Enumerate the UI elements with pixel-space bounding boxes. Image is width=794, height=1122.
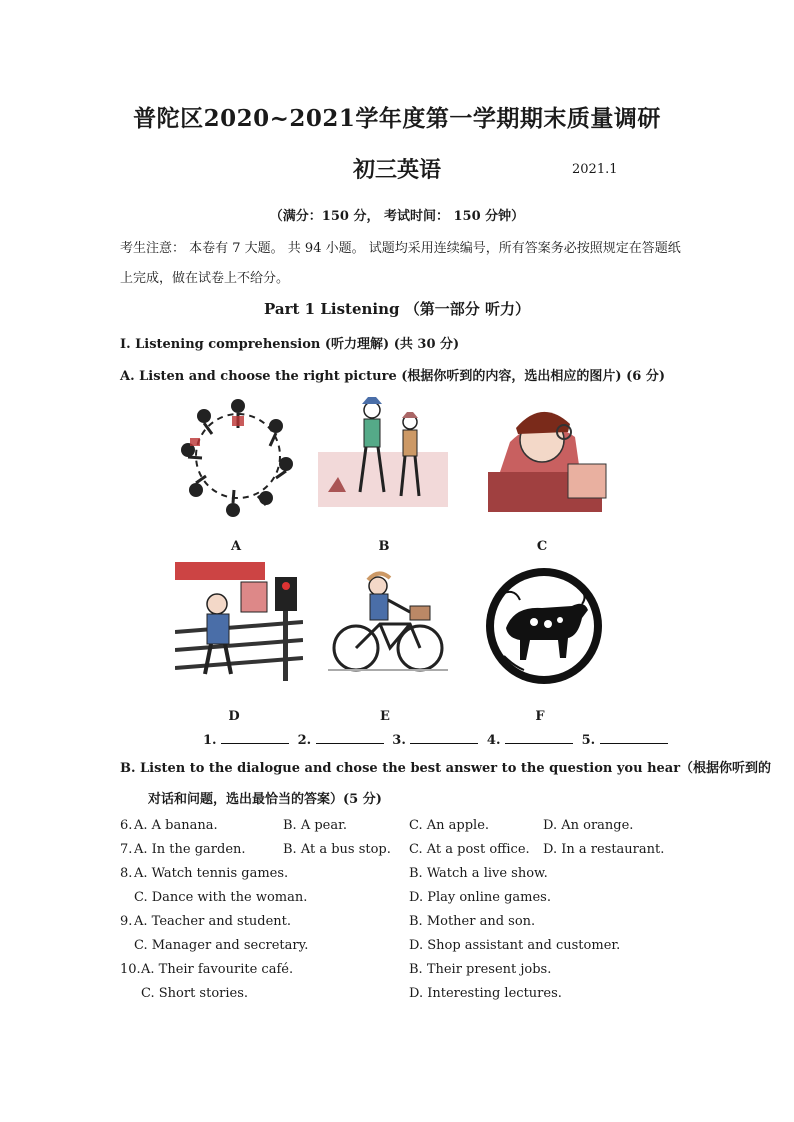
question-9-option-a: A. Teacher and student.: [134, 914, 292, 929]
question-7-option-a: A. In the garden.: [134, 842, 246, 857]
question-9-number: 9.: [120, 914, 133, 929]
section-listening-comprehension: I. Listening comprehension (听力理解) (共 30 分): [120, 337, 460, 352]
question-8-number: 8.: [120, 866, 133, 881]
question-6-option-c: C. An apple.: [409, 818, 490, 833]
score-line: （满分：150 分， 考试时间： 150 分钟）: [269, 209, 525, 224]
blank-number-4: 4.: [486, 733, 501, 748]
question-10-number: 10.: [120, 962, 141, 977]
question-7-option-c: C. At a post office.: [409, 842, 530, 857]
answer-blank-1[interactable]: [221, 731, 289, 744]
answer-blank-3[interactable]: [410, 731, 478, 744]
exam-subtitle: 初三英语: [352, 157, 441, 183]
question-10-option-b: B. Their present jobs.: [409, 962, 552, 977]
answer-blank-4[interactable]: [505, 731, 573, 744]
exam-title: 普陀区2020~2021学年度第一学期期末质量调研: [133, 105, 661, 132]
section-a-heading: A. Listen and choose the right picture (根据你听到的内容，选出相应的图片) (6 分): [120, 369, 665, 384]
section-b-heading: B. Listen to the dialogue and chose the best answer to the question you hear（根据你听到的: [120, 761, 772, 776]
picture-letter-f: F: [535, 709, 545, 724]
blank-number-2: 2.: [297, 733, 312, 748]
question-7-option-b: B. At a bus stop.: [283, 842, 391, 857]
part1-title: Part 1 Listening （第一部分 听力）: [264, 300, 530, 318]
section-b-heading-cont: 对话和问题，选出最恰当的答案）(5 分): [148, 792, 382, 807]
question-10-option-a: A. Their favourite café.: [141, 962, 294, 977]
question-6-number: 6.: [120, 818, 133, 833]
question-8-option-a: A. Watch tennis games.: [134, 866, 289, 881]
picture-a-circle-dance: [178, 392, 298, 522]
question-8-option-c: C. Dance with the woman.: [134, 890, 308, 905]
blank-number-1: 1.: [203, 733, 217, 748]
picture-letter-a: A: [230, 539, 242, 554]
exam-date: 2021.1: [572, 162, 618, 177]
question-6-option-b: B. A pear.: [283, 818, 348, 833]
question-10-option-d: D. Interesting lectures.: [409, 986, 562, 1001]
blank-number-3: 3.: [392, 733, 406, 748]
question-7-option-d: D. In a restaurant.: [543, 842, 665, 857]
picture-d-crossing-street: [175, 562, 303, 684]
question-9-option-d: D. Shop assistant and customer.: [409, 938, 621, 953]
question-9-option-b: B. Mother and son.: [409, 914, 536, 929]
question-8-option-b: B. Watch a live show.: [409, 866, 548, 881]
picture-letter-e: E: [380, 709, 390, 724]
question-8-option-d: D. Play online games.: [409, 890, 551, 905]
picture-letter-c: C: [536, 539, 548, 554]
question-9-option-c: C. Manager and secretary.: [134, 938, 309, 953]
picture-e-bicycle: [328, 566, 448, 676]
answer-blank-2[interactable]: [316, 731, 384, 744]
picture-c-student-thinking: [480, 392, 610, 517]
picture-f-papercut-ox: [484, 566, 604, 686]
blank-number-5: 5.: [581, 733, 596, 748]
picture-b-hikers: [318, 392, 448, 507]
question-10-option-c: C. Short stories.: [141, 986, 249, 1001]
picture-letter-b: B: [378, 539, 390, 554]
exam-notice: 考生注意： 本卷有 7 大题。 共 94 小题。 试题均采用连续编号，所有答案务必按照规定在答题纸上完成，做在试卷上不给分。: [120, 241, 681, 286]
answer-blanks-row: [203, 731, 672, 748]
answer-blank-5[interactable]: [600, 731, 668, 744]
question-6-option-d: D. An orange.: [543, 818, 634, 833]
picture-letter-d: D: [228, 709, 240, 724]
question-6-option-a: A. A banana.: [134, 818, 218, 833]
question-7-number: 7.: [120, 842, 133, 857]
